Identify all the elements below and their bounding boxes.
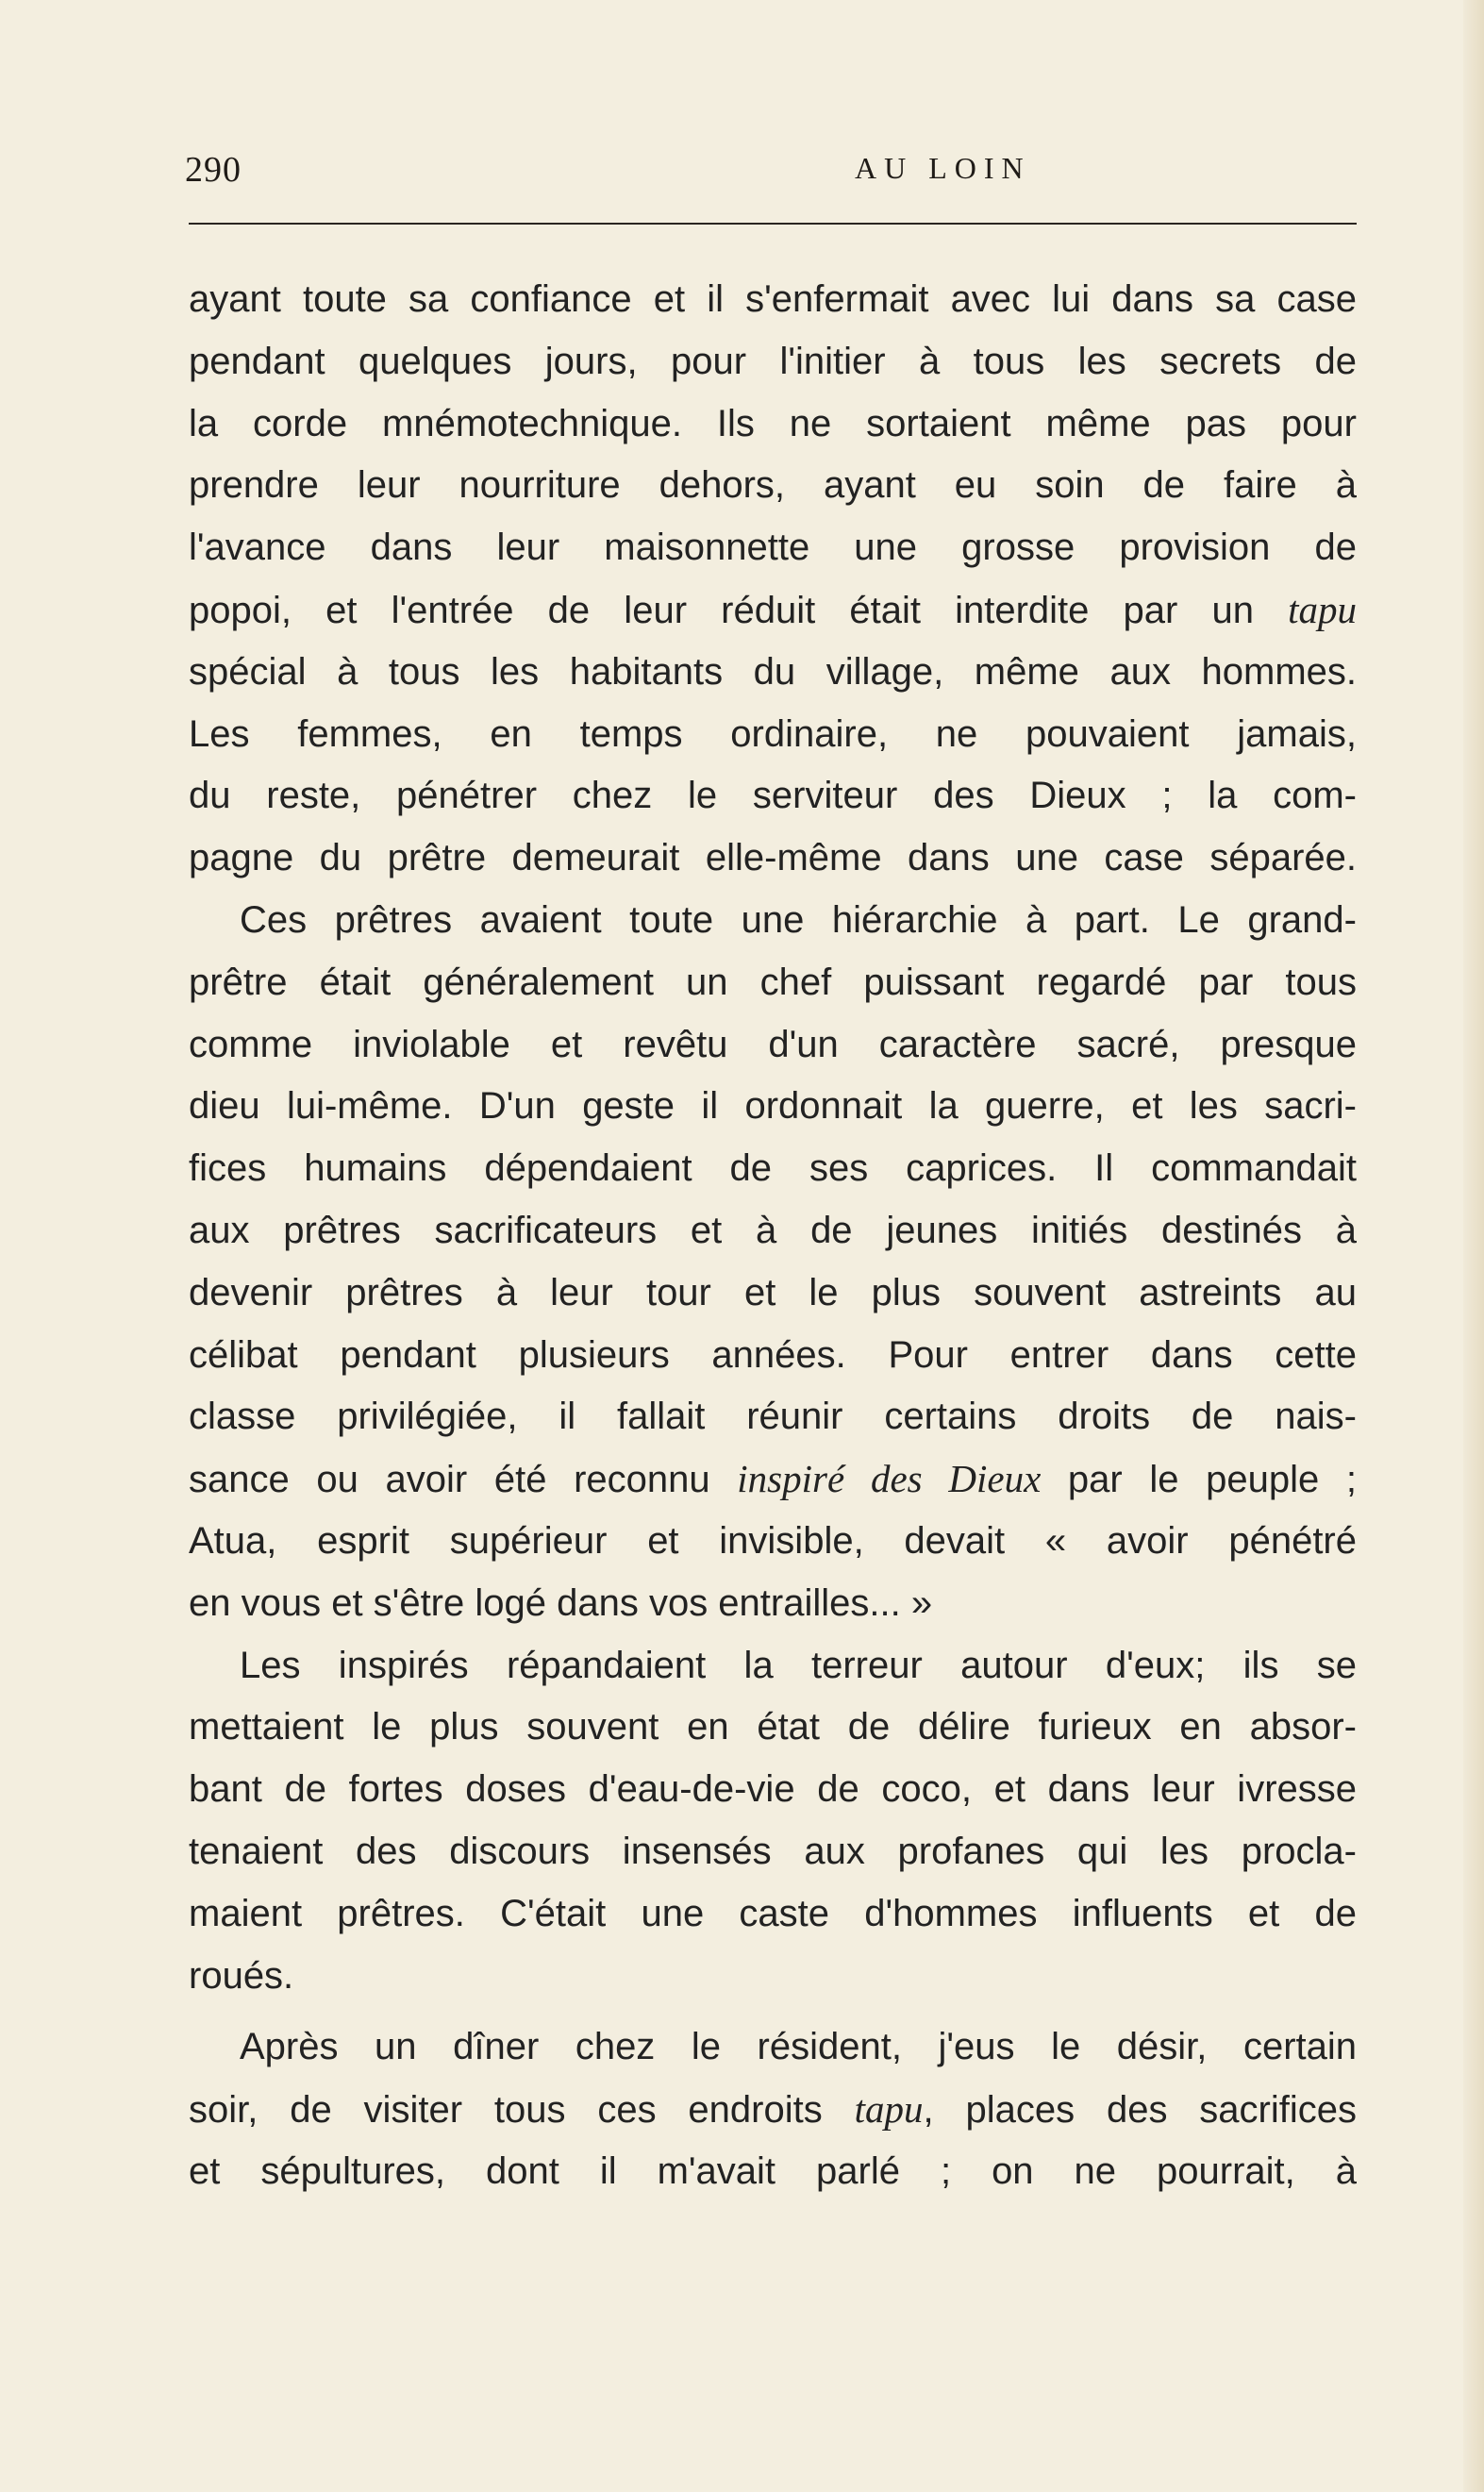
- running-title: AU LOIN: [855, 151, 1031, 185]
- paragraph-start-line: Après un dîner chez le résident, j'eus le désir, certain: [240, 2026, 1357, 2068]
- text-line: maient prêtres. C'était une caste d'hommes influents et de: [189, 1892, 1357, 1934]
- text-line: pagne du prêtre demeurait elle-même dans une case séparée.: [189, 837, 1357, 879]
- line-text-before-italic: popoi, et l'entrée de leur réduit était interdite par un: [189, 589, 1289, 631]
- text-line: tenaient des discours insensés aux profanes qui les procla-: [189, 1830, 1357, 1872]
- text-line: la corde mnémotechnique. Ils ne sortaient même pas pour: [189, 402, 1357, 444]
- line-text-before-italic: sance ou avoir été reconnu: [189, 1459, 738, 1501]
- line-text-after-italic: par le peuple ;: [1041, 1459, 1358, 1501]
- text-line: Atua, esprit supérieur et invisible, devait « avoir pénétré: [189, 1519, 1357, 1562]
- line-text-after-italic: , places des sacrifices: [923, 2089, 1357, 2132]
- text-line: [189, 1448, 1357, 1511]
- text-line: mettaient le plus souvent en état de délire furieux en absor-: [189, 1706, 1357, 1748]
- text-line: pendant quelques jours, pour l'initier à tous les secrets de: [189, 340, 1357, 382]
- text-line: célibat pendant plusieurs années. Pour entrer dans cette: [189, 1333, 1357, 1376]
- text-line: spécial à tous les habitants du village, même aux hommes.: [189, 650, 1357, 693]
- text-line: du reste, pénétrer chez le serviteur des Dieux ; la com-: [189, 775, 1357, 817]
- text-line: Les femmes, en temps ordinaire, ne pouvaient jamais,: [189, 712, 1357, 755]
- text-line: aux prêtres sacrificateurs et à de jeunes initiés destinés à: [189, 1209, 1357, 1251]
- text-line: et sépultures, dont il m'avait parlé ; on ne pourrait, à: [189, 2149, 1357, 2192]
- line-text-before-italic: soir, de visiter tous ces endroits: [189, 2089, 855, 2132]
- text-line: dieu lui-même. D'un geste il ordonnait la guerre, et les sacri-: [189, 1085, 1357, 1128]
- italic-term: tapu: [1288, 587, 1357, 631]
- paragraph-end-line: roués.: [189, 1954, 294, 1997]
- text-line: classe privilégiée, il fallait réunir certains droits de nais-: [189, 1396, 1357, 1438]
- text-line: [189, 579, 1357, 642]
- text-line: ayant toute sa confiance et il s'enfermait avec lui dans sa case: [189, 278, 1357, 320]
- header-rule: [189, 223, 1357, 225]
- text-line: prendre leur nourriture dehors, ayant eu soin de faire à: [189, 464, 1357, 507]
- text-line: devenir prêtres à leur tour et le plus souvent astreints au: [189, 1271, 1357, 1313]
- paragraph-start-line: Ces prêtres avaient toute une hiérarchie à part. Le grand-: [240, 898, 1357, 941]
- text-line: fices humains dépendaient de ses caprices. Il commandait: [189, 1147, 1357, 1190]
- text-line: prêtre était généralement un chef puissant regardé par tous: [189, 961, 1357, 1003]
- text-line: bant de fortes doses d'eau-de-vie de coco, et dans leur ivresse: [189, 1768, 1357, 1811]
- paragraph-start-line: Les inspirés répandaient la terreur autour d'eux; ils se: [240, 1644, 1357, 1686]
- text-line: l'avance dans leur maisonnette une grosse provision de: [189, 527, 1357, 569]
- body-text: [189, 269, 1357, 2203]
- italic-term: tapu: [854, 2087, 924, 2132]
- text-line: comme inviolable et revêtu d'un caractère sacré, presque: [189, 1023, 1357, 1065]
- text-line: [189, 2079, 1357, 2141]
- paragraph-end-line: en vous et s'être logé dans vos entrailles... »: [189, 1581, 933, 1624]
- page-number: 290: [185, 150, 242, 190]
- page-header: [185, 149, 1364, 206]
- italic-term: inspiré des Dieux: [737, 1457, 1042, 1501]
